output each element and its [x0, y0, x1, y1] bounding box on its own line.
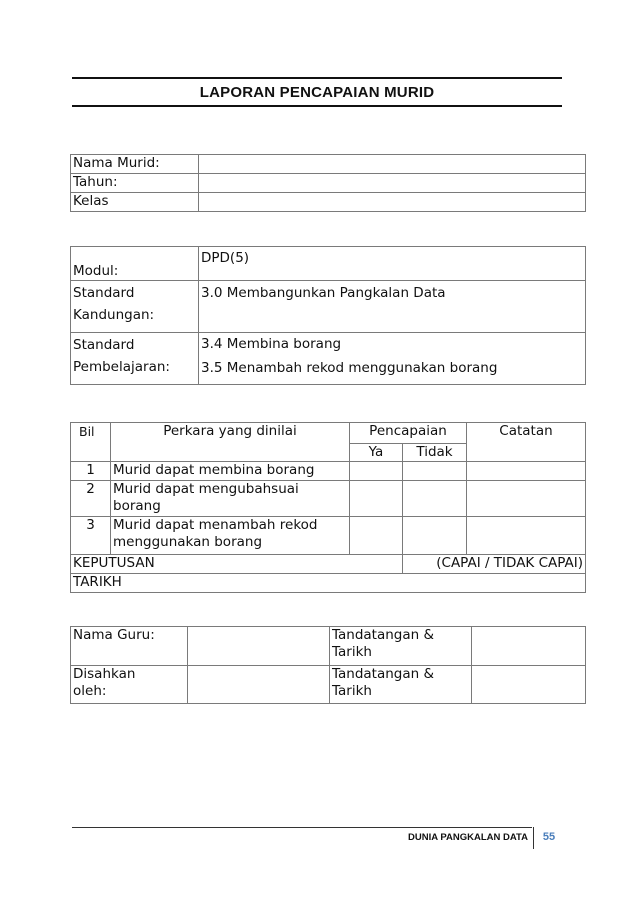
achievement-header: Pencapaian [350, 423, 467, 444]
row-2-item-line1: Murid dapat mengubahsuai [113, 481, 299, 497]
row-1-no-cell[interactable] [403, 462, 467, 481]
date-label: TARIKH [71, 574, 586, 593]
row-2-item-line2: borang [113, 498, 161, 514]
approver-sign-label-line2: Tarikh [332, 683, 372, 699]
decision-label: KEPUTUSAN [71, 555, 403, 574]
row-2-no-cell[interactable] [403, 481, 467, 517]
decision-value: (CAPAI / TIDAK CAPAI) [403, 555, 586, 574]
year-label: Tahun: [71, 174, 199, 193]
student-name-field[interactable] [199, 155, 586, 174]
row-1-notes-cell[interactable] [467, 462, 586, 481]
teacher-name-label: Nama Guru: [71, 627, 188, 666]
learning-standard-label [71, 333, 199, 385]
page-number: 55 [533, 827, 564, 849]
assessment-table [70, 422, 586, 593]
approver-sign-label-line1: Tandatangan & [332, 666, 435, 682]
row-2-item [111, 481, 350, 517]
approver-sign-label [330, 666, 472, 704]
item-header: Perkara yang dinilai [111, 423, 350, 462]
approver-sign-field[interactable] [472, 666, 586, 704]
row-3-item [111, 517, 350, 555]
learning-standard-item-1: 3.4 Membina borang [201, 336, 342, 352]
no-header: Tidak [403, 444, 467, 462]
footer-rule [72, 827, 532, 828]
learning-standard-label-line2: Pembelajaran: [73, 359, 170, 375]
row-2-bil: 2 [71, 481, 111, 517]
content-standard-label-line1: Standard [73, 285, 135, 301]
title-top-rule [72, 77, 562, 79]
teacher-sign-label-line2: Tarikh [332, 644, 372, 660]
class-field[interactable] [199, 193, 586, 212]
student-info-table [70, 154, 586, 212]
title-bottom-rule [72, 105, 562, 107]
row-1-bil: 1 [71, 462, 111, 481]
approved-by-label [71, 666, 188, 704]
row-3-bil: 3 [71, 517, 111, 555]
row-1-item [111, 462, 350, 481]
footer-book-title: DUNIA PANGKALAN DATA [408, 832, 528, 843]
approved-by-label-line2: oleh: [73, 683, 107, 699]
yes-header: Ya [350, 444, 403, 462]
row-2-notes-cell[interactable] [467, 481, 586, 517]
row-3-no-cell[interactable] [403, 517, 467, 555]
page-title: LAPORAN PENCAPAIAN MURID [199, 84, 435, 101]
approved-by-field[interactable] [188, 666, 330, 704]
module-info-table [70, 246, 586, 385]
signature-table [70, 626, 586, 704]
teacher-sign-label [330, 627, 472, 666]
student-name-label: Nama Murid: [71, 155, 199, 174]
row-3-notes-cell[interactable] [467, 517, 586, 555]
module-label: Modul: [71, 247, 199, 281]
content-standard-label-line2: Kandungan: [73, 307, 155, 323]
row-3-item-line1: Murid dapat menambah rekod [113, 517, 318, 533]
row-1-item-line1: Murid dapat membina borang [113, 462, 315, 478]
year-field[interactable] [199, 174, 586, 193]
row-2-yes-cell[interactable] [350, 481, 403, 517]
content-standard-value: 3.0 Membangunkan Pangkalan Data [199, 281, 586, 333]
learning-standard-item-2: 3.5 Menambah rekod menggunakan borang [201, 360, 498, 376]
bil-header: Bil [71, 423, 111, 462]
content-standard-label [71, 281, 199, 333]
teacher-sign-field[interactable] [472, 627, 586, 666]
learning-standard-label-line1: Standard [73, 337, 135, 353]
class-label: Kelas [71, 193, 199, 212]
row-1-yes-cell[interactable] [350, 462, 403, 481]
teacher-sign-label-line1: Tandatangan & [332, 627, 435, 643]
module-value: DPD(5) [199, 247, 586, 281]
teacher-name-field[interactable] [188, 627, 330, 666]
learning-standard-value [199, 333, 586, 385]
notes-header: Catatan [467, 423, 586, 462]
approved-by-label-line1: Disahkan [73, 666, 136, 682]
row-3-yes-cell[interactable] [350, 517, 403, 555]
row-3-item-line2: menggunakan borang [113, 534, 263, 550]
